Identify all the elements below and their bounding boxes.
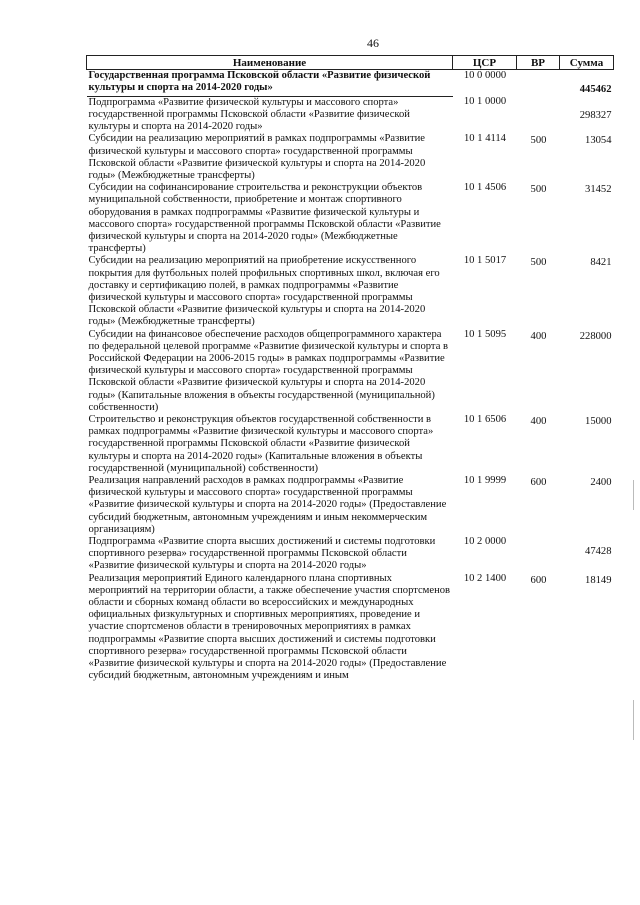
page-number: 46 [367,36,379,50]
table-row [87,573,614,683]
row-sum: 47428 [585,546,612,558]
row-vr [517,96,560,133]
row-sum: 228000 [579,330,612,342]
header-vr: ВР [517,56,560,70]
row-sum: 298327 [579,110,612,122]
header-name: Наименование [87,56,453,70]
row-sum: 13054 [585,135,612,147]
table-row [87,536,614,573]
row-name: Подпрограмма «Развитие физической культуры и массового спорта» государственной программы Псковской области «Развитие физической культуры и спорта на 2014-2020 годы» [88,96,410,133]
row-name: Подпрограмма «Развитие спорта высших достижений и системы подготовки спортивного резерва» государственной программы Псковской области «Развитие физической культуры и спорта на 2014-2020 годы» [88,536,436,572]
row-vr: 500 [530,184,547,196]
row-sum: 445462 [579,84,612,95]
header-sum: Сумма [560,56,614,70]
row-name: Строительство и реконструкция объектов государственной собственности в рамках подпрограммы «Развитие физической культуры и массового спорта» государственной программы Псковской области «Развитие физической культуры и спорта на 2014-2020 годы» (Капитальные вложения в объекты государственной (муниципальной) собственности) [88,413,434,474]
row-csr: 10 2 0000 [463,536,507,548]
table-row [87,475,614,536]
row-name: Реализация направлений расходов в рамках подпрограммы «Развитие физической культуры и массового спорта» государственной программы «Развитие физической культуры и спорта на 2014-2020 годы» (Предоставление субсидий бюджетным, автономным учреждениям и иным некоммерческим организациям) [88,475,447,535]
row-csr: 10 1 6506 [463,413,507,425]
row-csr: 10 2 1400 [463,572,507,584]
row-vr [517,70,560,97]
row-name: Реализация мероприятий Единого календарного плана спортивных мероприятий на территории области, а также обеспечение участия спортсменов области и сборных команд области во всероссийских и международных официальных физкультурных и спортивных мероприятиях, проведение и участие спортсменов области в тренировочных мероприятиях в рамках подпрограммы «Развитие спорта высших достижений и системы подготовки спортивного резерва» государственной программы Псковской области «Развитие физической культуры и спорта на 2014-2020 годы» (Предоставление субсидий бюджетным, автономным учреждениям и иным [88,572,451,682]
row-csr: 10 1 4114 [464,133,506,145]
row-vr: 600 [530,477,547,488]
row-name: Субсидии на реализацию мероприятий в рамках подпрограммы «Развитие физической культуры и массового спорта» государственной программы Псковской области «Развитие физической культуры и спорта на 2014-2020 годы» (Межбюджетные трансферты) [88,133,426,181]
row-sum: 2400 [590,477,612,488]
row-vr: 400 [530,415,547,427]
table-row [87,182,614,255]
budget-table [86,55,614,682]
row-csr: 10 1 5017 [463,255,507,267]
row-vr: 400 [530,330,547,342]
row-name: Субсидии на реализацию мероприятий на приобретение искусственного покрытия для футбольных полей профильных спортивных школ, включая его доставку и сертификацию полей, в рамках подпрограммы «Развитие физической культуры и массового спорта» государственной программы Псковской области «Развитие физической культуры и спорта на 2014-2020 годы» (Межбюджетные трансферты) [88,255,440,328]
row-sum: 31452 [585,184,612,196]
row-sum: 8421 [590,257,612,269]
header-csr: ЦСР [453,56,517,70]
table-row [87,329,614,414]
table-row [87,70,614,97]
table-row [87,133,614,182]
scan-edge-mark [633,700,634,740]
row-vr: 500 [530,257,547,269]
row-csr: 10 1 0000 [463,96,507,108]
table-row [87,255,614,328]
row-csr: 10 1 9999 [463,475,507,486]
table-header-row [87,56,614,70]
row-name: Субсидии на софинансирование строительства и реконструкции объектов муниципальной собственности, приобретение и монтаж спортивного оборудования в рамках подпрограммы «Развитие физической культуры и массового спорта» государственной программы Псковской области «Развитие физической культуры и спорта на 2014-2020 годы» (Межбюджетные трансферты) [88,182,441,255]
row-vr [517,536,560,573]
scan-edge-mark [633,480,634,510]
row-sum: 15000 [585,415,612,427]
table-row [87,414,614,475]
row-vr: 500 [530,135,547,147]
row-name: Государственная программа Псковской области «Развитие физической культуры и спорта на 2014-2020 годы» [87,70,453,97]
row-sum: 18149 [585,574,612,586]
row-vr: 600 [530,574,547,586]
table-row [87,96,614,133]
row-name: Субсидии на финансовое обеспечение расходов общепрограммного характера по федеральной целевой программе «Развитие физической культуры и спорта в Российской Федерации на 2006-2015 годы» в рамках подпрограммы «Развитие физической культуры и массового спорта» государственной программы Псковской области «Развитие физической культуры и спорта на 2014-2020 годы» (Капитальные вложения в объекты государственной (муниципальной) собственности) [88,328,449,413]
row-csr: 10 0 0000 [463,70,507,81]
row-csr: 10 1 5095 [463,328,507,340]
row-csr: 10 1 4506 [463,182,507,194]
